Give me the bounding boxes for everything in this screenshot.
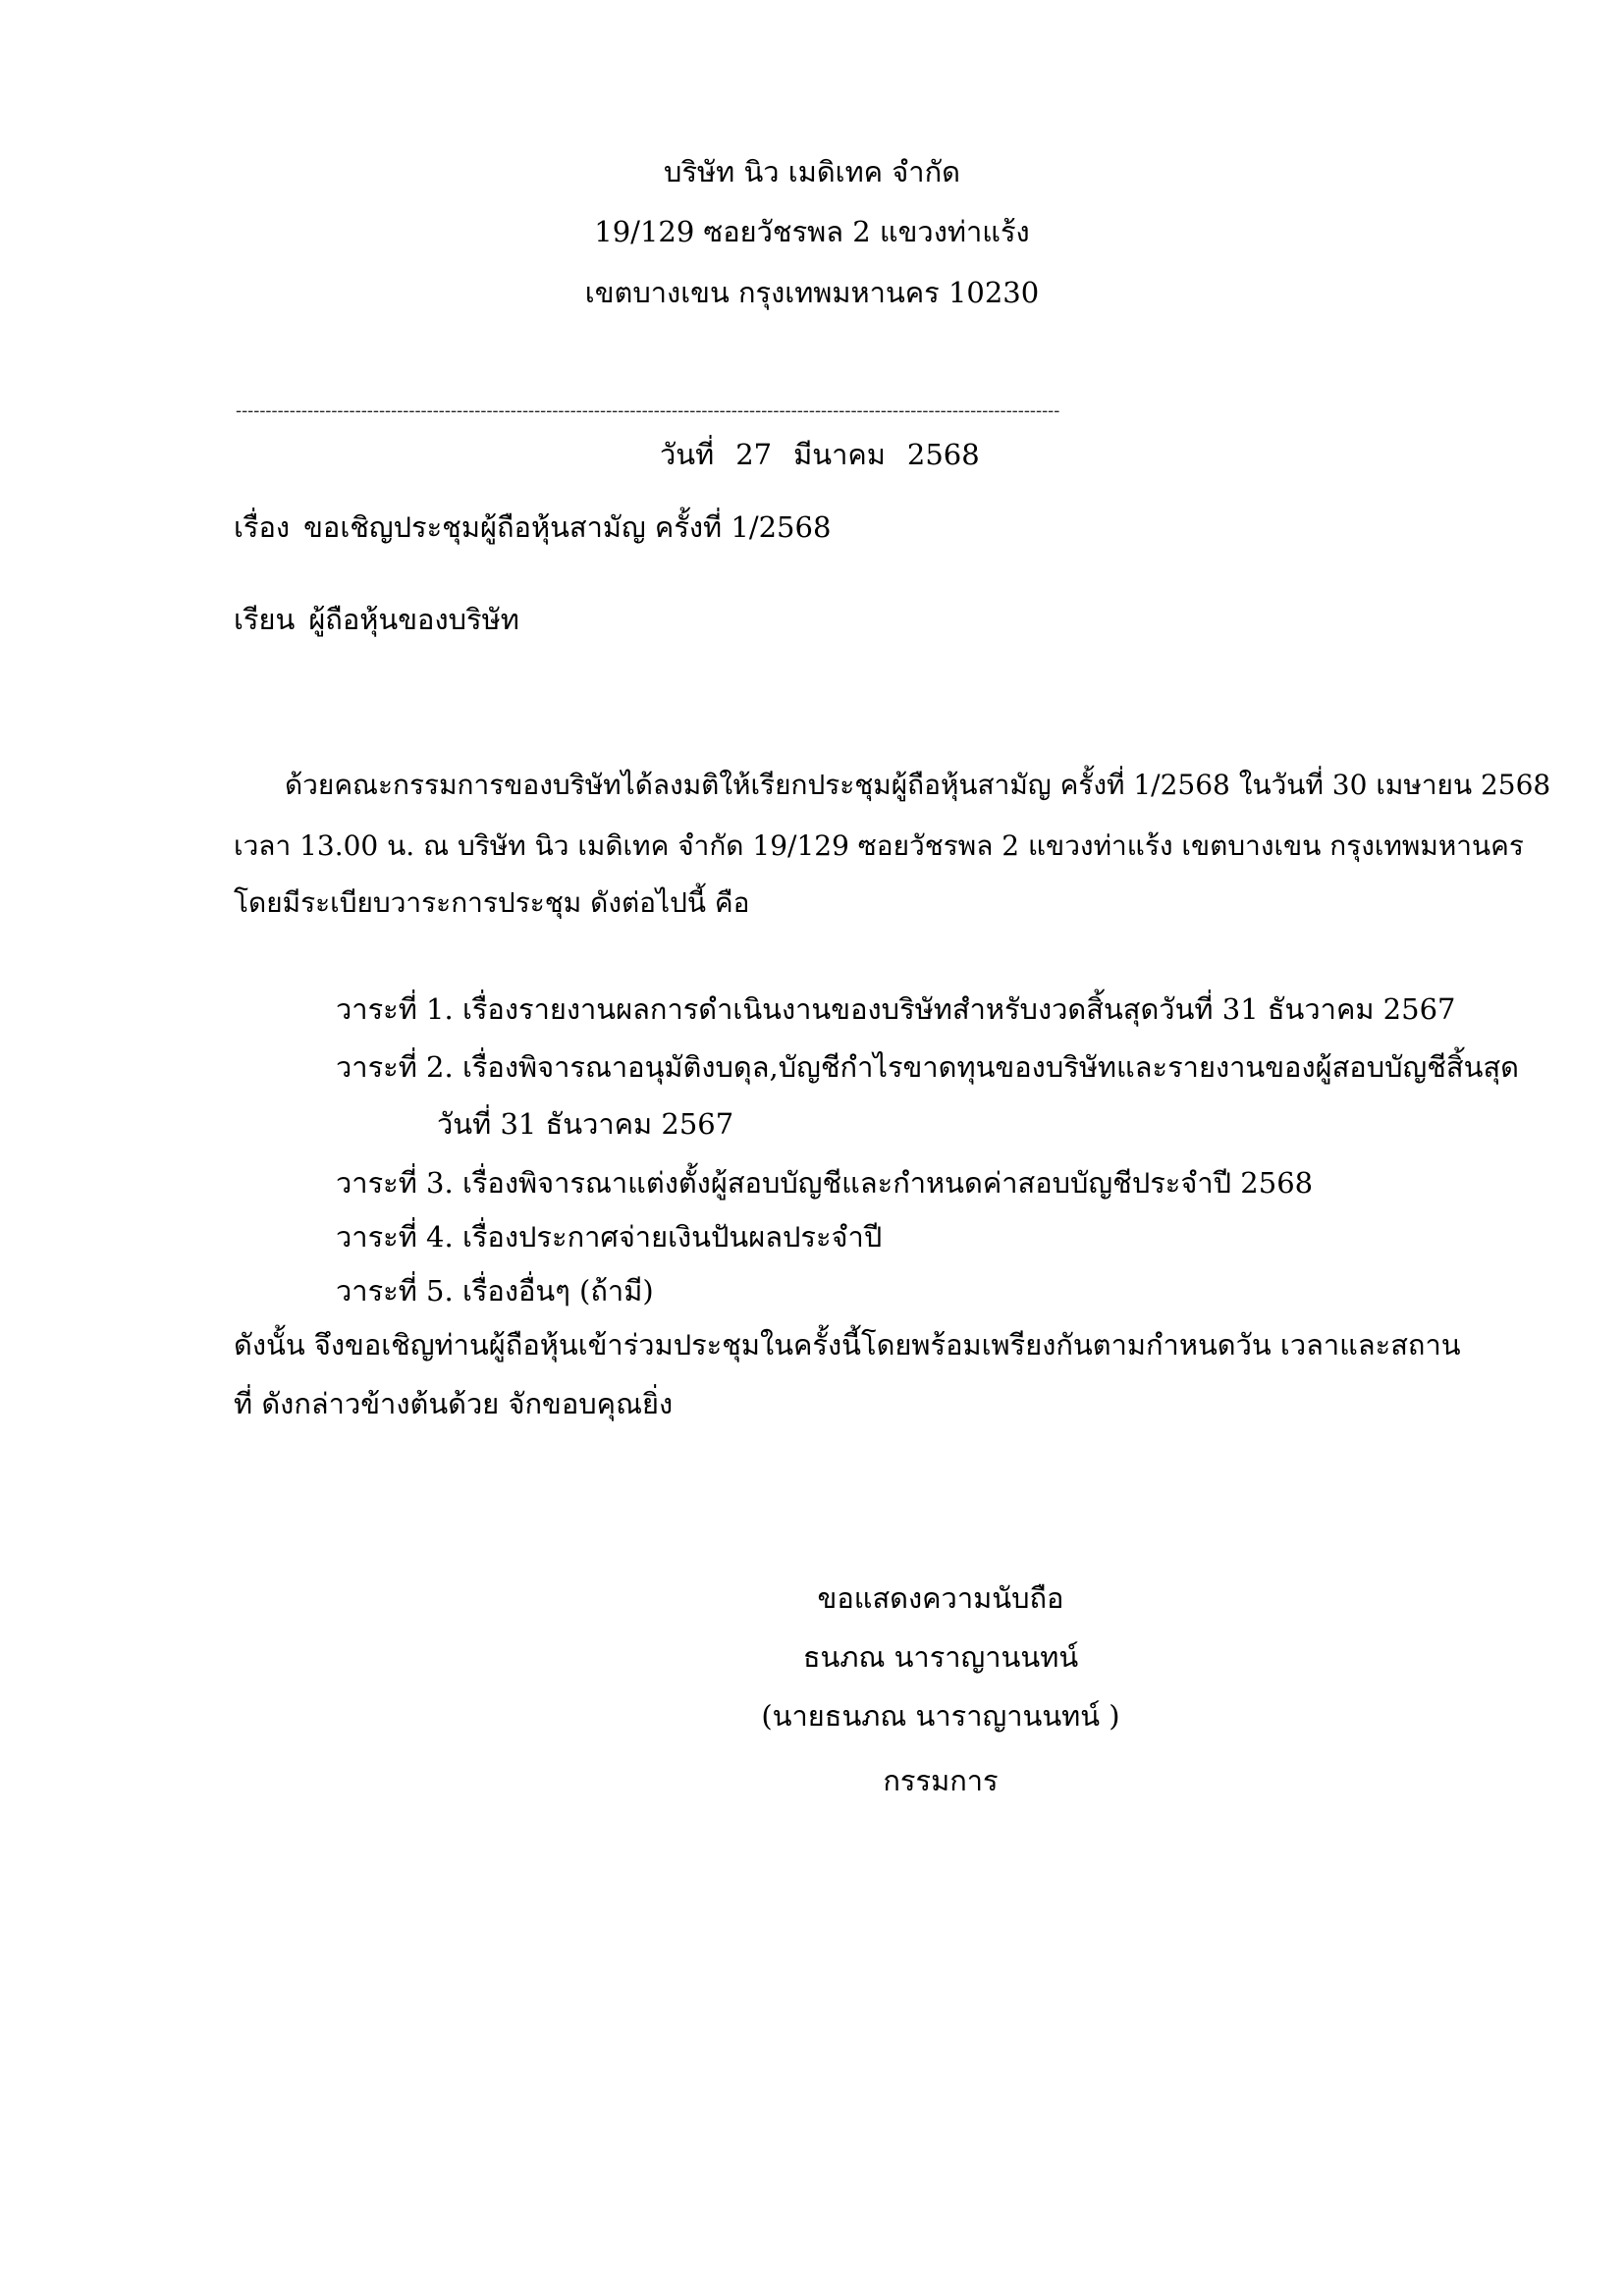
agenda-item-2: วาระที่ 2. เรื่องพิจารณาอนุมัติงบดุล,บัญชีกำไรขาดทุนของบริษัทและรายงานของผู้สอบบัญชีสิ้นสุด	[336, 1050, 1519, 1084]
date-label: วันที่	[660, 438, 715, 471]
company-address-line-1: 19/129 ซอยวัชรพล 2 แขวงท่าแร้ง	[594, 215, 1030, 248]
agenda-item-2-continuation: วันที่ 31 ธันวาคม 2567	[437, 1107, 734, 1141]
intro-line-3: โดยมีระเบียบวาระการประชุม ดังต่อไปนี้ คือ	[234, 886, 750, 919]
divider-line: ------------------------------------------------------------------------------------------------------------------------------------------	[236, 400, 1060, 421]
intro-line-1: ด้วยคณะกรรมการของบริษัทได้ลงมติให้เรียกประชุมผู้ถือหุ้นสามัญ ครั้งที่ 1/2568 ในวันที่ 30 เมษายน 2568	[285, 769, 1551, 801]
agenda-item-4: วาระที่ 4. เรื่องประกาศจ่ายเงินปันผลประจำปี	[336, 1220, 883, 1254]
signature-salutation: ขอแสดงความนับถือ	[817, 1581, 1064, 1615]
agenda-item-1: วาระที่ 1. เรื่องรายงานผลการดำเนินงานของบริษัทสำหรับงวดสิ้นสุดวันที่ 31 ธันวาคม 2567	[336, 992, 1456, 1026]
agenda-item-3: วาระที่ 3. เรื่องพิจารณาแต่งตั้งผู้สอบบัญชีและกำหนดค่าสอบบัญชีประจำปี 2568	[336, 1166, 1314, 1200]
signature-name: ธนภณ นาราญานนทน์	[802, 1640, 1079, 1674]
company-address-line-2: เขตบางเขน กรุงเทพมหานคร 10230	[584, 276, 1040, 309]
recipient-label: เรียน	[234, 603, 296, 636]
date-line	[660, 438, 1001, 472]
company-name: บริษัท นิว เมดิเทค จำกัด	[664, 155, 960, 188]
agenda-item-5: วาระที่ 5. เรื่องอื่นๆ (ถ้ามี)	[336, 1274, 654, 1308]
date-day: 27	[735, 438, 773, 471]
subject-text: ขอเชิญประชุมผู้ถือหุ้นสามัญ ครั้งที่ 1/2568	[303, 510, 832, 544]
signature-printed-name: (นายธนภณ นาราญานนทน์ )	[761, 1699, 1120, 1733]
intro-line-2: เวลา 13.00 น. ณ บริษัท นิว เมดิเทค จำกัด 19/129 ซอยวัชรพล 2 แขวงท่าแร้ง เขตบางเขน กรุงเทพมหานคร	[234, 829, 1524, 862]
closing-line-2: ที่ ดังกล่าวข้างต้นด้วย จักขอบคุณยิ่ง	[234, 1387, 674, 1420]
recipient-text: ผู้ถือหุ้นของบริษัท	[308, 603, 519, 636]
subject-label: เรื่อง	[234, 510, 291, 544]
subject-line	[234, 510, 831, 545]
signature-position: กรรมการ	[883, 1764, 999, 1797]
date-year: 2568	[906, 438, 980, 471]
recipient-line	[234, 603, 519, 637]
date-month: มีนาคม	[793, 438, 886, 471]
closing-line-1: ดังนั้น จึงขอเชิญท่านผู้ถือหุ้นเข้าร่วมประชุมในครั้งนี้โดยพร้อมเพรียงกันตามกำหนดวัน เวลาและสถาน	[234, 1328, 1461, 1362]
